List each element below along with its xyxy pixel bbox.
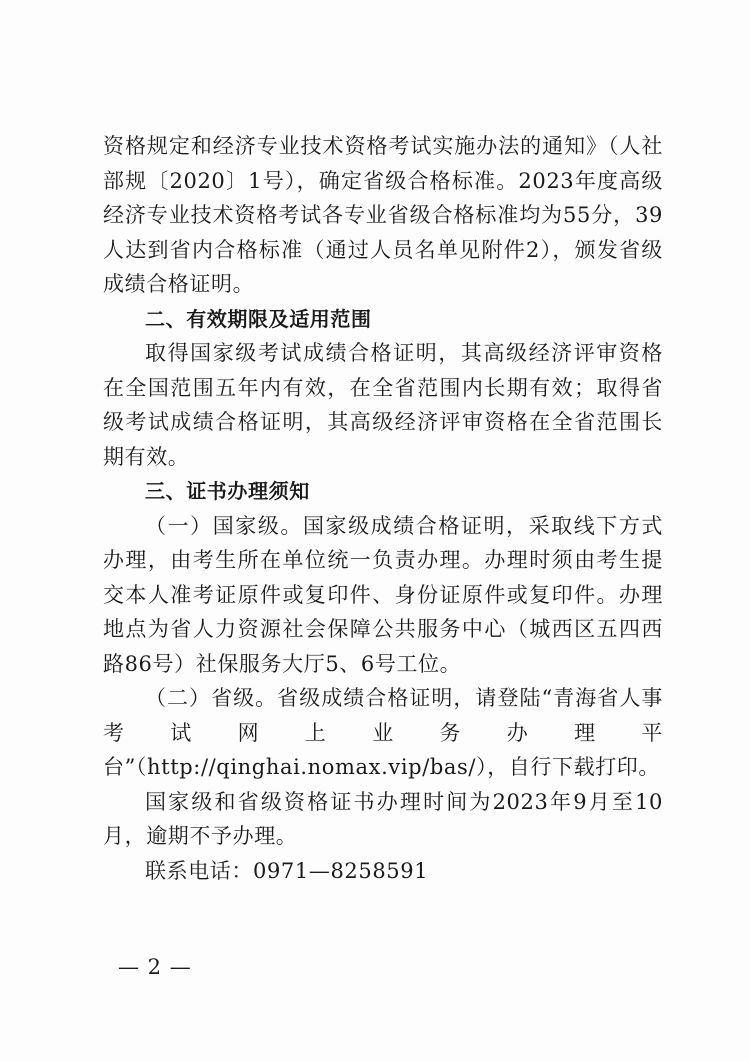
paragraph-provincial-level: （二）省级。省级成绩合格证明，请登陆“青海省人事考试网上业务办理平台”（http://qinghai.nomax.vip/bas/），自行下载打印。 <box>103 686 663 779</box>
paragraph-contact-phone: 联系电话：0971—8258591 <box>145 858 429 883</box>
document-body <box>103 129 663 888</box>
heading-validity-scope: 二、有效期限及适用范围 <box>145 306 372 331</box>
paragraph-validity: 取得国家级考试成绩合格证明，其高级经济评审资格在全国范围五年内有效，在全省范围内长期有效；取得省级考试成绩合格证明，其高级经济评审资格在全省范围长期有效。 <box>103 341 663 469</box>
paragraph-qualification-standard: 资格规定和经济专业技术资格考试实施办法的通知》（人社部规〔2020〕1号），确定省级合格标准。2023年度高级经济专业技术资格考试各专业省级合格标准均为55分，39人达到省内合格标准（通过人员名单见附件2），颁发省级成绩合格证明。 <box>103 134 663 296</box>
page-number: — 2 — <box>118 955 192 979</box>
paragraph-processing-time: 国家级和省级资格证书办理时间为2023年9月至10月，逾期不予办理。 <box>103 789 663 848</box>
paragraph-national-level: （一）国家级。国家级成绩合格证明，采取线下方式办理，由考生所在单位统一负责办理。办理时须由考生提交本人准考证原件或复印件、身份证原件或复印件。办理地点为省人力资源社会保障公共服务中心（城西区五四西路86号）社保服务大厅5、6号工位。 <box>103 513 663 676</box>
heading-certificate-notice: 三、证书办理须知 <box>145 479 310 503</box>
